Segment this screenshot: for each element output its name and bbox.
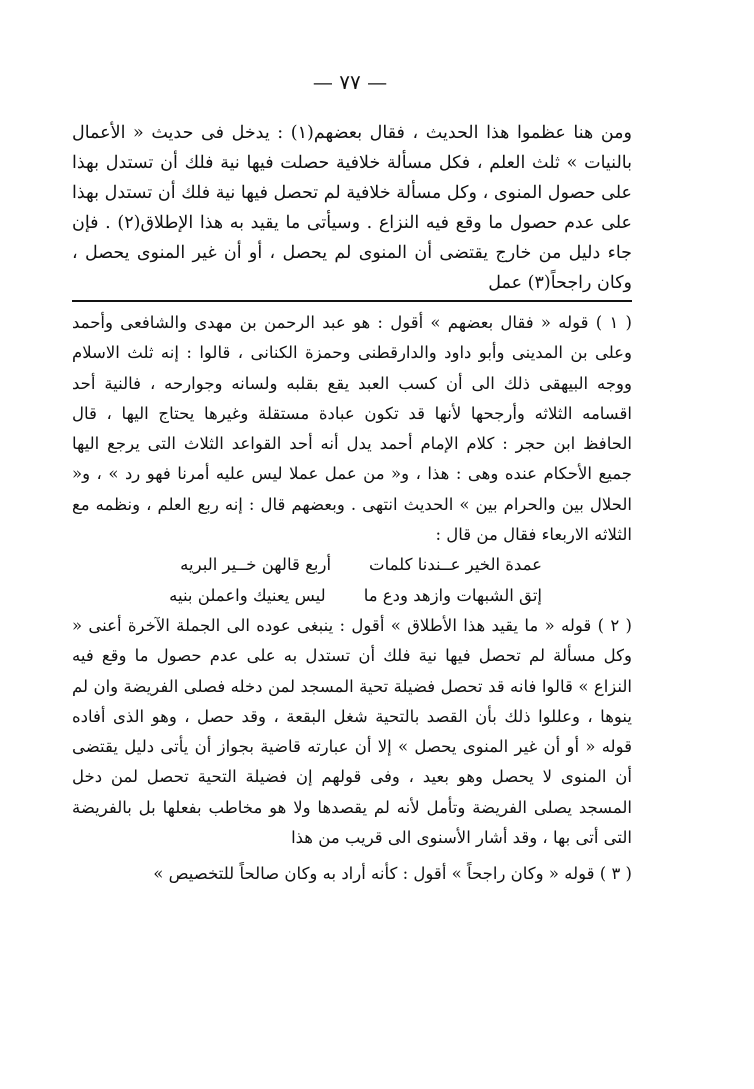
verse-1-second-hemistich: أربع قالهن خــير البريه [180,555,332,575]
verse-2-second-hemistich: ليس يعنيك واعملن بنيه [169,585,326,605]
footnote-1-text: ( ١ ) قوله « فقال بعضهم » أقول : هو عبد الرحمن بن مهدى والشافعى وأحمد وعلى بن المدينى وأبو داود والدارقطنى وحمزة الكنانى ، قالوا : إنه ثلث الاسلام ووجه البيهقى ذلك الى أن كسب العبد يقع بقلبه ولسانه وجوارحه ، فالنية أحد اقسامه الثلاثه وأرجحها لأنها قد تكون عبادة مستقلة وغيرها يحتاج اليها ، قال الحافظ ابن حجر : كلام الإمام أحمد يدل أنه أحد القواعد الثلاث التى يرجع اليها جميع الأحكام عنده وهى : هذا ، و« من عمل عملا ليس عليه أمرنا فهو رد » ، و« الحلال بين والحرام بين » الحديث انتهى . وبعضهم قال : إنه ربع العلم ، ونظمه مع الثلاثه الاربعاء فقال من قال : [72,313,632,545]
footnote-3-text: ( ٣ ) قوله « وكان راجحاً » أقول : كأنه أراد به وكان صالحاً للتخصيص » [153,864,632,884]
footnote-2-text: ( ٢ ) قوله « ما يقيد هذا الأطلاق » أقول : ينبغى عوده الى الجملة الآخرة أعنى « وكل مسألة لم تحصل فيها نية فلك أن تستدل به على عدم حصول ما وقع فيه النزاع » قالوا فانه قد تحصل فضيلة تحية المسجد لمن دخله فصلى الفريضة وان لم ينوها ، وعللوا ذلك بأن القصد بالتحية شغل البقعة ، وقد حصل ، وهو الذى أفاده قوله « أو أن غير المنوى يحصل » إلا أن عبارته قاضية بجواز أن يأتى دليل يقتضى أن المنوى لا يحصل وهو بعيد ، وفى قولهم إن فضيلة التحية تحصل لمن دخل المسجد يصلى الفريضة وتأمل لأنه لم يقصدها ولا هو مخاطب بفعلها بل بالفريضة التى أتى بها ، وقد أشار الأسنوى الى قريب من هذا [72,615,632,848]
poem-verse-1 [72,550,632,580]
footnotes-section [72,308,632,890]
verse-2-first-hemistich: إتق الشبهات وازهد ودع ما [363,585,542,605]
verse-1-first-hemistich: عمدة الخير عــندنا كلمات [369,555,542,575]
main-body-text [72,118,632,298]
footnote-divider [72,300,632,302]
page-number: — ٧٧ — [312,70,388,94]
poem-verse-2 [72,581,632,611]
main-paragraph: ومن هنا عظموا هذا الحديث ، فقال بعضهم(١) : يدخل فى حديث « الأعمال بالنيات » ثلث العلم ، فكل مسألة خلافية حصلت فيها نية فلك أن تستدل بهذا على حصول المنوى ، وكل مسألة خلافية لم تحصل فيها نية فلك أن تستدل بهذا على عدم حصول ما وقع فيه النزاع . وسيأتى ما يقيد به هذا الإطلاق(٢) . فإن جاء دليل من خارج يقتضى أن المنوى لم يحصل ، أو أن غير المنوى يحصل ، وكان راجحاً(٣) عمل [72,123,632,293]
